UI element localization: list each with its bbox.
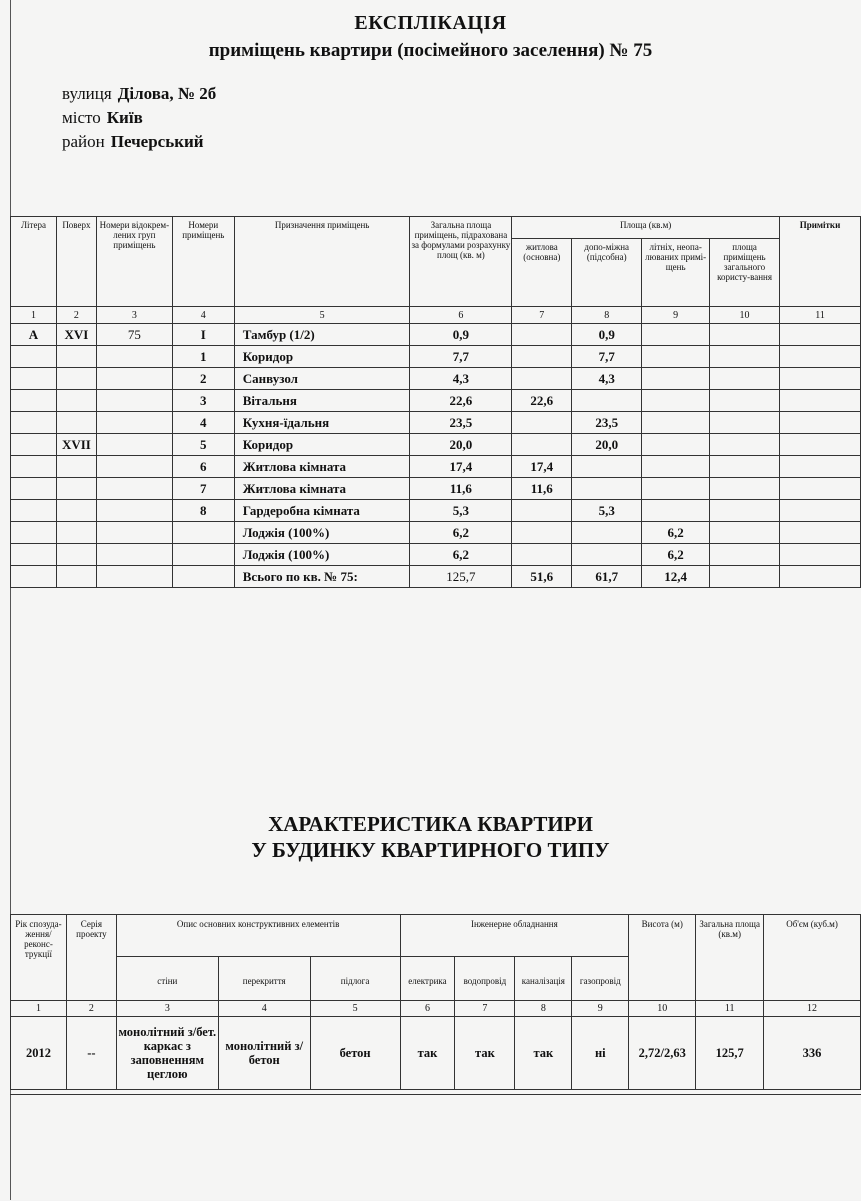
cell-room-number	[172, 544, 234, 566]
value-sewer: так	[515, 1017, 572, 1090]
col-number: 9	[642, 307, 710, 324]
cell-group	[96, 412, 172, 434]
value-floor: бетон	[310, 1017, 400, 1090]
address-street	[62, 84, 216, 104]
cell-litera	[11, 390, 57, 412]
cell-purpose: Вітальня	[234, 390, 410, 412]
address-label: місто	[62, 108, 101, 127]
cell-zhytlova: 22,6	[512, 390, 572, 412]
cell-litera	[11, 412, 57, 434]
header-water: водопровід	[455, 957, 515, 1001]
characteristic-table	[10, 914, 861, 1090]
cell-notes	[780, 544, 861, 566]
col-number: 10	[629, 1001, 696, 1017]
col-number: 7	[455, 1001, 515, 1017]
cell-litera	[11, 544, 57, 566]
cell-total-area: 0,9	[410, 324, 512, 346]
table-row	[11, 566, 861, 588]
cell-litnikh: 6,2	[642, 522, 710, 544]
cell-litera	[11, 434, 57, 456]
cell-poverkh	[56, 500, 96, 522]
cell-total-area: 6,2	[410, 522, 512, 544]
cell-poverkh	[56, 456, 96, 478]
cell-zagalnogo	[710, 434, 780, 456]
header-sewer: каналізація	[515, 957, 572, 1001]
cell-litnikh	[642, 390, 710, 412]
cell-room-number	[172, 522, 234, 544]
cell-purpose: Коридор	[234, 346, 410, 368]
col-number: 6	[400, 1001, 455, 1017]
cell-room-number: 2	[172, 368, 234, 390]
value-height: 2,72/2,63	[629, 1017, 696, 1090]
table-row	[11, 456, 861, 478]
cell-litnikh	[642, 346, 710, 368]
value-year: 2012	[11, 1017, 67, 1090]
cell-zagalnogo	[710, 478, 780, 500]
cell-poverkh	[56, 522, 96, 544]
cell-purpose: Санвузол	[234, 368, 410, 390]
col-number: 4	[218, 1001, 310, 1017]
cell-room-number: 3	[172, 390, 234, 412]
address-value: Ділова, № 2б	[117, 84, 217, 103]
header-notes: Примітки	[780, 217, 861, 307]
address-value: Київ	[106, 108, 143, 127]
cell-zhytlova	[512, 544, 572, 566]
cell-group	[96, 478, 172, 500]
document-subtitle: приміщень квартири (посімейного заселення) № 75	[208, 40, 653, 61]
cell-room-number: 8	[172, 500, 234, 522]
cell-notes	[780, 368, 861, 390]
cell-notes	[780, 390, 861, 412]
cell-litera	[11, 566, 57, 588]
cell-zhytlova	[512, 434, 572, 456]
cell-zhytlova: 17,4	[512, 456, 572, 478]
value-volume: 336	[764, 1017, 861, 1090]
header-litnikh: літніх, неопа-люваних примі-щень	[642, 239, 710, 307]
cell-room-number	[172, 566, 234, 588]
cell-dopomizhna	[572, 522, 642, 544]
cell-poverkh	[56, 412, 96, 434]
cell-poverkh	[56, 368, 96, 390]
col-number: 11	[780, 307, 861, 324]
characteristic-values-row	[11, 1017, 861, 1090]
cell-litera	[11, 456, 57, 478]
table-row	[11, 390, 861, 412]
address-value: Печерський	[110, 132, 204, 151]
cell-poverkh	[56, 544, 96, 566]
cell-notes	[780, 346, 861, 368]
cell-zhytlova: 51,6	[512, 566, 572, 588]
table-row	[11, 544, 861, 566]
value-electric: так	[400, 1017, 455, 1090]
cell-litnikh: 12,4	[642, 566, 710, 588]
header-zhytlova: житлова (основна)	[512, 239, 572, 307]
cell-litera	[11, 500, 57, 522]
table-row	[11, 346, 861, 368]
cell-room-number: 7	[172, 478, 234, 500]
cell-litera	[11, 522, 57, 544]
cell-purpose: Всього по кв. № 75:	[234, 566, 410, 588]
table-row	[11, 478, 861, 500]
cell-group	[96, 566, 172, 588]
document-title: ЕКСПЛІКАЦІЯ	[354, 12, 507, 34]
value-gas: ні	[572, 1017, 629, 1090]
cell-purpose: Лоджія (100%)	[234, 522, 410, 544]
cell-purpose: Житлова кімната	[234, 456, 410, 478]
cell-notes	[780, 522, 861, 544]
cell-dopomizhna: 61,7	[572, 566, 642, 588]
col-number: 8	[572, 307, 642, 324]
col-number: 7	[512, 307, 572, 324]
col-number: 8	[515, 1001, 572, 1017]
header-zagalnogo: площа приміщень загального користу-вання	[710, 239, 780, 307]
cell-litnikh	[642, 456, 710, 478]
cell-notes	[780, 500, 861, 522]
cell-dopomizhna	[572, 390, 642, 412]
header-poverkh: Поверх	[56, 217, 96, 307]
cell-poverkh	[56, 566, 96, 588]
cell-zhytlova: 11,6	[512, 478, 572, 500]
value-walls: монолітний з/бет. каркас з заповненням цеглою	[116, 1017, 218, 1090]
cell-dopomizhna: 20,0	[572, 434, 642, 456]
header-series: Серія проекту	[66, 915, 116, 1001]
characteristic-title-2: У БУДИНКУ КВАРТИРНОГО ТИПУ	[251, 838, 610, 862]
cell-group	[96, 544, 172, 566]
cell-notes	[780, 478, 861, 500]
header-total-area: Загальна площа приміщень, підрахована за формулами розрахунку площ (кв. м)	[410, 217, 512, 307]
cell-litnikh	[642, 368, 710, 390]
cell-group	[96, 390, 172, 412]
cell-notes	[780, 456, 861, 478]
explication-table	[10, 216, 861, 588]
col-number: 2	[56, 307, 96, 324]
header-purpose: Призначення приміщень	[234, 217, 410, 307]
cell-total-area: 4,3	[410, 368, 512, 390]
col-number: 11	[696, 1001, 764, 1017]
cell-zhytlova	[512, 368, 572, 390]
header-electric: електрика	[400, 957, 455, 1001]
cell-group	[96, 346, 172, 368]
cell-total-area: 7,7	[410, 346, 512, 368]
cell-total-area: 125,7	[410, 566, 512, 588]
header-floor: підлога	[310, 957, 400, 1001]
table-row	[11, 500, 861, 522]
header-construction: Опис основних конструктивних елементів	[116, 915, 400, 957]
col-number: 2	[66, 1001, 116, 1017]
table-row	[11, 412, 861, 434]
cell-purpose: Гардеробна кімната	[234, 500, 410, 522]
col-number: 5	[310, 1001, 400, 1017]
value-series: --	[66, 1017, 116, 1090]
header-total-area: Загальна площа (кв.м)	[696, 915, 764, 1001]
cell-dopomizhna: 23,5	[572, 412, 642, 434]
cell-purpose: Тамбур (1/2)	[234, 324, 410, 346]
value-ceilings: монолітний з/бетон	[218, 1017, 310, 1090]
explication-rows	[11, 324, 861, 588]
column-numbers-row	[11, 307, 861, 324]
cell-room-number: 1	[172, 346, 234, 368]
header-height: Висота (м)	[629, 915, 696, 1001]
column-numbers-row	[11, 1001, 861, 1017]
col-number: 6	[410, 307, 512, 324]
cell-zagalnogo	[710, 346, 780, 368]
header-litera: Літера	[11, 217, 57, 307]
cell-litnikh	[642, 412, 710, 434]
table-row	[11, 434, 861, 456]
header-ceilings: перекриття	[218, 957, 310, 1001]
col-number: 12	[764, 1001, 861, 1017]
cell-total-area: 6,2	[410, 544, 512, 566]
cell-zagalnogo	[710, 566, 780, 588]
cell-zagalnogo	[710, 522, 780, 544]
cell-total-area: 23,5	[410, 412, 512, 434]
cell-litnikh	[642, 478, 710, 500]
cell-room-number: 5	[172, 434, 234, 456]
header-dopomizhna: допо-міжна (підсобна)	[572, 239, 642, 307]
cell-total-area: 11,6	[410, 478, 512, 500]
cell-purpose: Житлова кімната	[234, 478, 410, 500]
cell-group	[96, 522, 172, 544]
table-row	[11, 522, 861, 544]
col-number: 5	[234, 307, 410, 324]
cell-group: 75	[96, 324, 172, 346]
cell-purpose: Кухня-їдальня	[234, 412, 410, 434]
cell-total-area: 5,3	[410, 500, 512, 522]
cell-group	[96, 434, 172, 456]
cell-litnikh	[642, 434, 710, 456]
cell-dopomizhna	[572, 544, 642, 566]
cell-zhytlova	[512, 500, 572, 522]
cell-dopomizhna	[572, 478, 642, 500]
cell-dopomizhna	[572, 456, 642, 478]
header-volume: Об'єм (куб.м)	[764, 915, 861, 1001]
value-water: так	[455, 1017, 515, 1090]
cell-zhytlova	[512, 346, 572, 368]
address-city	[62, 108, 143, 128]
address-label: вулиця	[62, 84, 112, 103]
address-district	[62, 132, 204, 152]
cell-purpose: Коридор	[234, 434, 410, 456]
col-number: 10	[710, 307, 780, 324]
cell-notes	[780, 434, 861, 456]
header-engineering: Інженерне обладнання	[400, 915, 629, 957]
col-number: 1	[11, 307, 57, 324]
table-row	[11, 324, 861, 346]
col-number: 1	[11, 1001, 67, 1017]
cell-zagalnogo	[710, 456, 780, 478]
col-number: 3	[96, 307, 172, 324]
cell-zhytlova	[512, 324, 572, 346]
cell-litera	[11, 478, 57, 500]
cell-zagalnogo	[710, 544, 780, 566]
cell-zagalnogo	[710, 412, 780, 434]
cell-notes	[780, 566, 861, 588]
col-number: 3	[116, 1001, 218, 1017]
address-label: район	[62, 132, 105, 151]
cell-dopomizhna: 7,7	[572, 346, 642, 368]
cell-notes	[780, 324, 861, 346]
cell-total-area: 20,0	[410, 434, 512, 456]
cell-litera	[11, 346, 57, 368]
value-area: 125,7	[696, 1017, 764, 1090]
cell-poverkh	[56, 346, 96, 368]
cell-zagalnogo	[710, 324, 780, 346]
header-year: Рік спозуда-ження/ реконс-трукції	[11, 915, 67, 1001]
cell-purpose: Лоджія (100%)	[234, 544, 410, 566]
cell-room-number: І	[172, 324, 234, 346]
cell-litnikh	[642, 500, 710, 522]
cell-litnikh: 6,2	[642, 544, 710, 566]
cell-notes	[780, 412, 861, 434]
cell-total-area: 22,6	[410, 390, 512, 412]
header-groups: Номери відокрем-лених груп приміщень	[96, 217, 172, 307]
cell-room-number: 6	[172, 456, 234, 478]
col-number: 4	[172, 307, 234, 324]
header-rooms: Номери приміщень	[172, 217, 234, 307]
header-gas: газопровід	[572, 957, 629, 1001]
col-number: 9	[572, 1001, 629, 1017]
cell-zagalnogo	[710, 368, 780, 390]
characteristic-title-1: ХАРАКТЕРИСТИКА КВАРТИРИ	[268, 812, 593, 836]
cell-litera: А	[11, 324, 57, 346]
cell-poverkh: XVII	[56, 434, 96, 456]
cell-total-area: 17,4	[410, 456, 512, 478]
cell-zhytlova	[512, 522, 572, 544]
cell-group	[96, 368, 172, 390]
header-walls: стіни	[116, 957, 218, 1001]
cell-zagalnogo	[710, 500, 780, 522]
cell-litnikh	[642, 324, 710, 346]
cell-dopomizhna: 5,3	[572, 500, 642, 522]
cell-poverkh: XVI	[56, 324, 96, 346]
cell-zagalnogo	[710, 390, 780, 412]
empty-section	[10, 1094, 861, 1201]
cell-group	[96, 500, 172, 522]
cell-group	[96, 456, 172, 478]
cell-poverkh	[56, 390, 96, 412]
header-area: Площа (кв.м)	[512, 217, 780, 239]
table-row	[11, 368, 861, 390]
cell-zhytlova	[512, 412, 572, 434]
cell-poverkh	[56, 478, 96, 500]
cell-dopomizhna: 4,3	[572, 368, 642, 390]
cell-room-number: 4	[172, 412, 234, 434]
cell-litera	[11, 368, 57, 390]
cell-dopomizhna: 0,9	[572, 324, 642, 346]
